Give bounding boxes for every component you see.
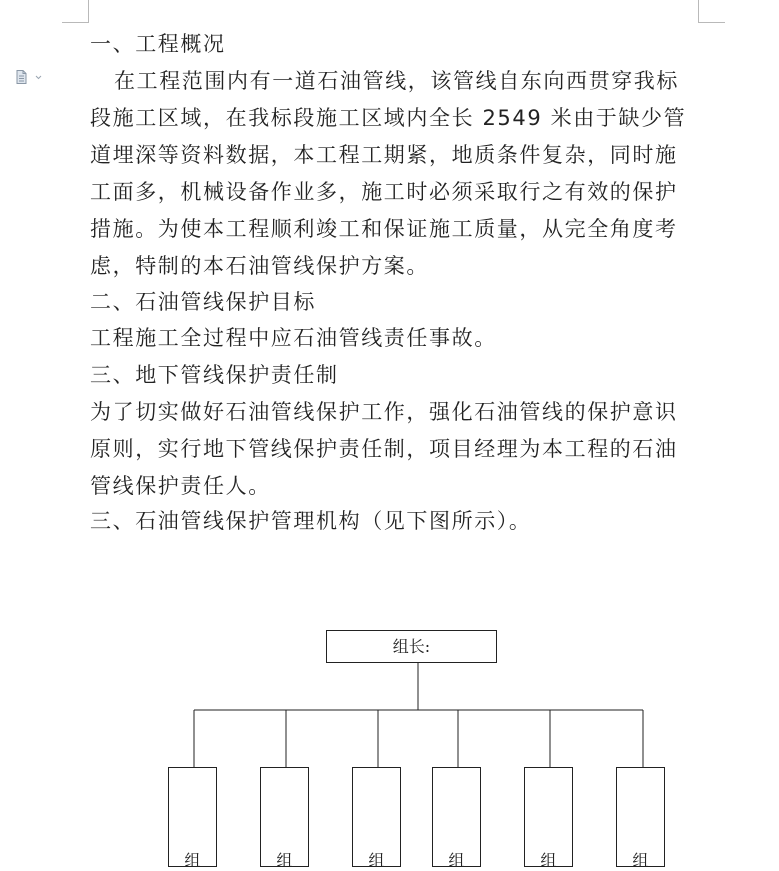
org-chart-member-box[interactable]: 组 bbox=[524, 767, 573, 867]
paragraph-line: 在工程范围内有一道石油管线，该管线自东向西贯穿我标 bbox=[114, 69, 679, 93]
section-heading-project-overview: 一、工程概况 bbox=[90, 32, 226, 56]
org-chart-member-box[interactable]: 组 bbox=[168, 767, 217, 867]
org-chart-member-box[interactable]: 组 bbox=[616, 767, 665, 867]
org-chart-leader-box[interactable]: 组长: bbox=[326, 630, 497, 663]
paragraph-line: 措施。为使本工程顺利竣工和保证施工质量，从完全角度考 bbox=[90, 217, 678, 241]
org-chart-member-box[interactable]: 组 bbox=[260, 767, 309, 867]
section-heading-protection-goal: 二、石油管线保护目标 bbox=[90, 290, 316, 314]
paragraph-line: 工面多，机械设备作业多，施工时必须采取行之有效的保护 bbox=[90, 180, 678, 204]
paragraph-line: 道埋深等资料数据，本工程工期紧，地质条件复杂，同时施 bbox=[90, 143, 678, 167]
org-chart-member-box[interactable]: 组 bbox=[432, 767, 481, 867]
paragraph-line: 虑，特制的本石油管线保护方案。 bbox=[90, 254, 429, 278]
section-heading-management-organization: 三、石油管线保护管理机构（见下图所示）。 bbox=[90, 509, 532, 533]
paragraph-line: 管线保护责任人。 bbox=[90, 474, 271, 498]
paragraph-protection-goal: 工程施工全过程中应石油管线责任事故。 bbox=[90, 326, 497, 350]
section-heading-responsibility-system: 三、地下管线保护责任制 bbox=[90, 363, 339, 387]
paragraph-line: 为了切实做好石油管线保护工作，强化石油管线的保护意识 bbox=[90, 400, 678, 424]
paragraph-line: 原则，实行地下管线保护责任制，项目经理为本工程的石油 bbox=[90, 437, 678, 461]
org-chart-member-box[interactable]: 组 bbox=[352, 767, 401, 867]
paragraph-line: 段施工区域，在我标段施工区域内全长 2549 米由于缺少管 bbox=[90, 106, 687, 130]
